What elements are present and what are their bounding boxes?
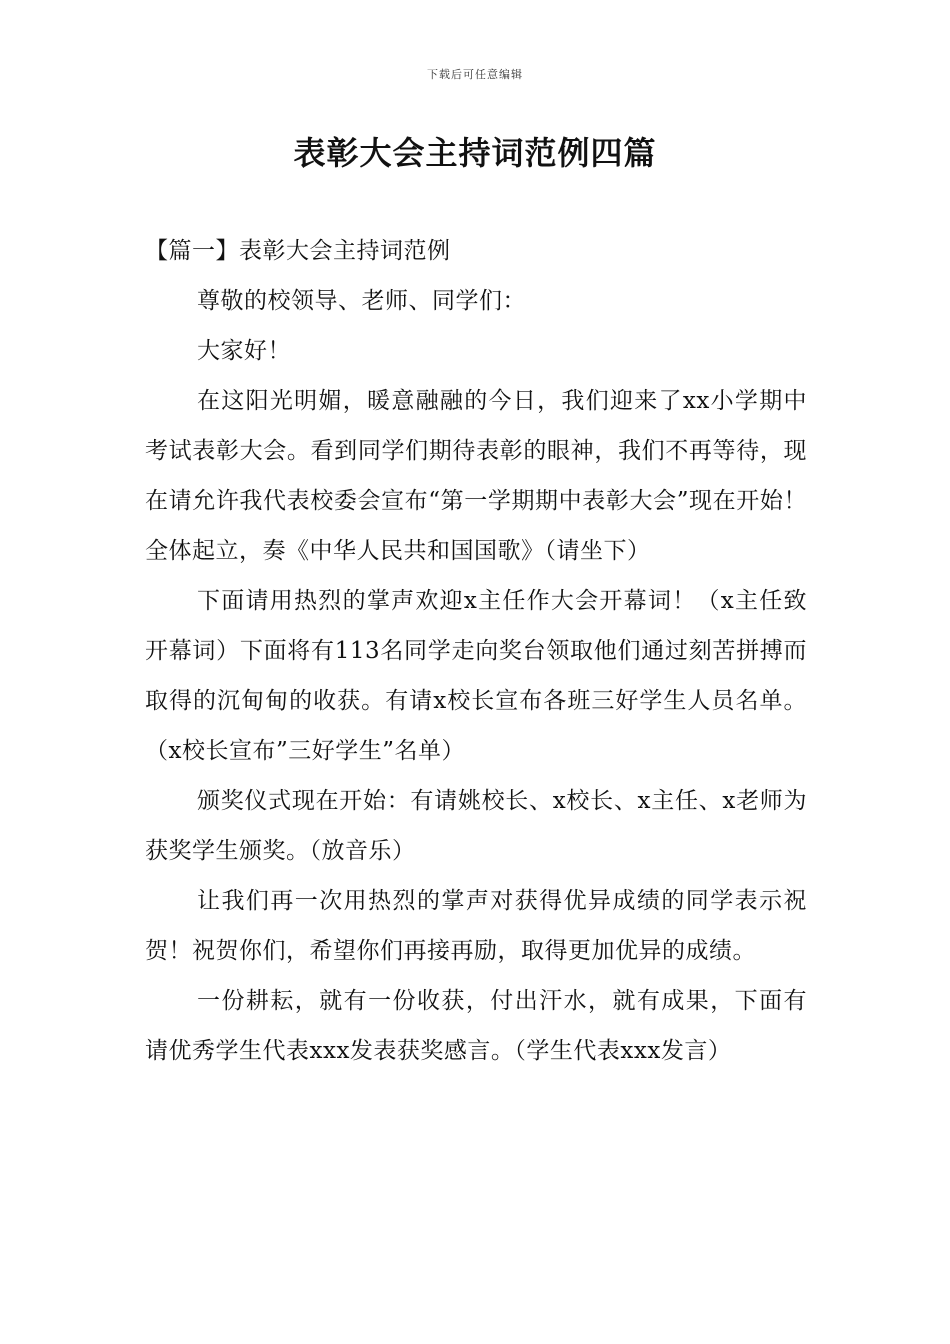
document-body (145, 226, 807, 1076)
paragraph-student-speech: 一份耕耘，就有一份收获，付出汗水，就有成果，下面有请优秀学生代表xxx发表获奖感言。（学生代表xxx发言） (145, 988, 807, 1064)
paragraph-award-ceremony: 颁奖仪式现在开始：有请姚校长、x校长、x主任、x老师为获奖学生颁奖。（放音乐） (145, 788, 807, 864)
document-title: 表彰大会主持词范例四篇 (293, 134, 657, 172)
paragraph-congratulations: 让我们再一次用热烈的掌声对获得优异成绩的同学表示祝贺！祝贺你们，希望你们再接再励，取得更加优异的成绩。 (145, 888, 807, 964)
paragraph-director-speech: 下面请用热烈的掌声欢迎x主任作大会开幕词！（x主任致开幕词）下面将有113名同学走向奖台领取他们通过刻苦拼搏而取得的沉甸甸的收获。有请x校长宣布各班三好学生人员名单。（x校长宣布”三好学生”名单） (145, 588, 807, 764)
paragraph-greeting: 尊敬的校领导、老师、同学们： (197, 288, 526, 314)
section-heading: 【篇一】表彰大会主持词范例 (145, 238, 451, 264)
paragraph-hello: 大家好！ (197, 338, 291, 364)
header-note: 下载后可任意编辑 (427, 68, 523, 81)
paragraph-opening: 在这阳光明媚，暖意融融的今日，我们迎来了xx小学期中考试表彰大会。看到同学们期待表彰的眼神，我们不再等待，现在请允许我代表校委会宣布“第一学期期中表彰大会”现在开始！全体起立，奏《中华人民共和国国歌》（请坐下） (145, 388, 807, 564)
